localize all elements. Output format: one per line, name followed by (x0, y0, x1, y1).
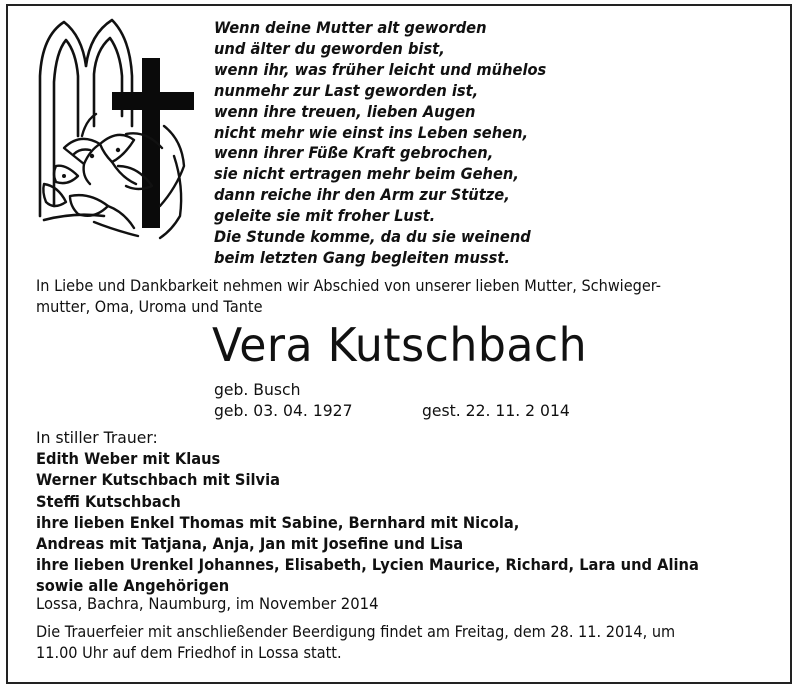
poem-line: wenn ihre treuen, lieben Augen (214, 102, 476, 121)
death-date: gest. 22. 11. 2 014 (422, 402, 570, 420)
poem-line: Wenn deine Mutter alt geworden (214, 19, 487, 37)
service-line: 11.00 Uhr auf dem Friedhof in Lossa statt. (36, 644, 342, 662)
mourner-line: sowie alle Angehörigen (36, 577, 230, 596)
poem-line: wenn ihrer Füße Kraft gebrochen, (214, 144, 494, 163)
poem-line: sie nicht ertragen mehr beim Gehen, (214, 165, 519, 184)
memorial-poem (214, 18, 774, 269)
birth-name: geb. Busch (214, 381, 301, 399)
place-and-date: Lossa, Bachra, Naumburg, im November 2014 (36, 595, 379, 613)
mourner-line: Edith Weber mit Klaus (36, 450, 221, 469)
poem-line: und älter du geworden bist, (214, 39, 445, 58)
poem-line: nunmehr zur Last geworden ist, (214, 81, 479, 100)
poem-line: beim letzten Gang begleiten musst. (214, 248, 510, 267)
birth-date: geb. 03. 04. 1927 (214, 402, 353, 420)
mourner-line: Steffi Kutschbach (36, 492, 181, 511)
farewell-intro (36, 276, 780, 318)
deceased-name: Vera Kutschbach (212, 318, 588, 372)
life-dates (214, 401, 570, 422)
intro-line: mutter, Oma, Uroma und Tante (36, 298, 263, 316)
cross-window-lily-icon (34, 16, 194, 246)
funeral-service-info (36, 622, 780, 664)
mourners-list (36, 428, 776, 598)
mourners-heading: In stiller Trauer: (36, 429, 158, 447)
intro-line: In Liebe und Dankbarkeit nehmen wir Abschied von unserer lieben Mutter, Schwieger- (36, 277, 662, 295)
poem-line: nicht mehr wie einst ins Leben sehen, (214, 123, 529, 142)
poem-line: wenn ihr, was früher leicht und mühelos (214, 60, 547, 79)
poem-line: geleite sie mit froher Lust. (214, 207, 436, 226)
mourner-line: Andreas mit Tatjana, Anja, Jan mit Josefine und Lisa (36, 535, 464, 554)
mourner-line: ihre lieben Enkel Thomas mit Sabine, Bernhard mit Nicola, (36, 513, 520, 532)
poem-line: Die Stunde komme, da du sie weinend (214, 228, 531, 247)
poem-line: dann reiche ihr den Arm zur Stütze, (214, 186, 510, 205)
mourner-line: Werner Kutschbach mit Silvia (36, 471, 281, 490)
mourner-line: ihre lieben Urenkel Johannes, Elisabeth, Lycien Maurice, Richard, Lara und Alina (36, 556, 699, 575)
service-line: Die Trauerfeier mit anschließender Beerdigung findet am Freitag, dem 28. 11. 2014, um (36, 623, 676, 641)
